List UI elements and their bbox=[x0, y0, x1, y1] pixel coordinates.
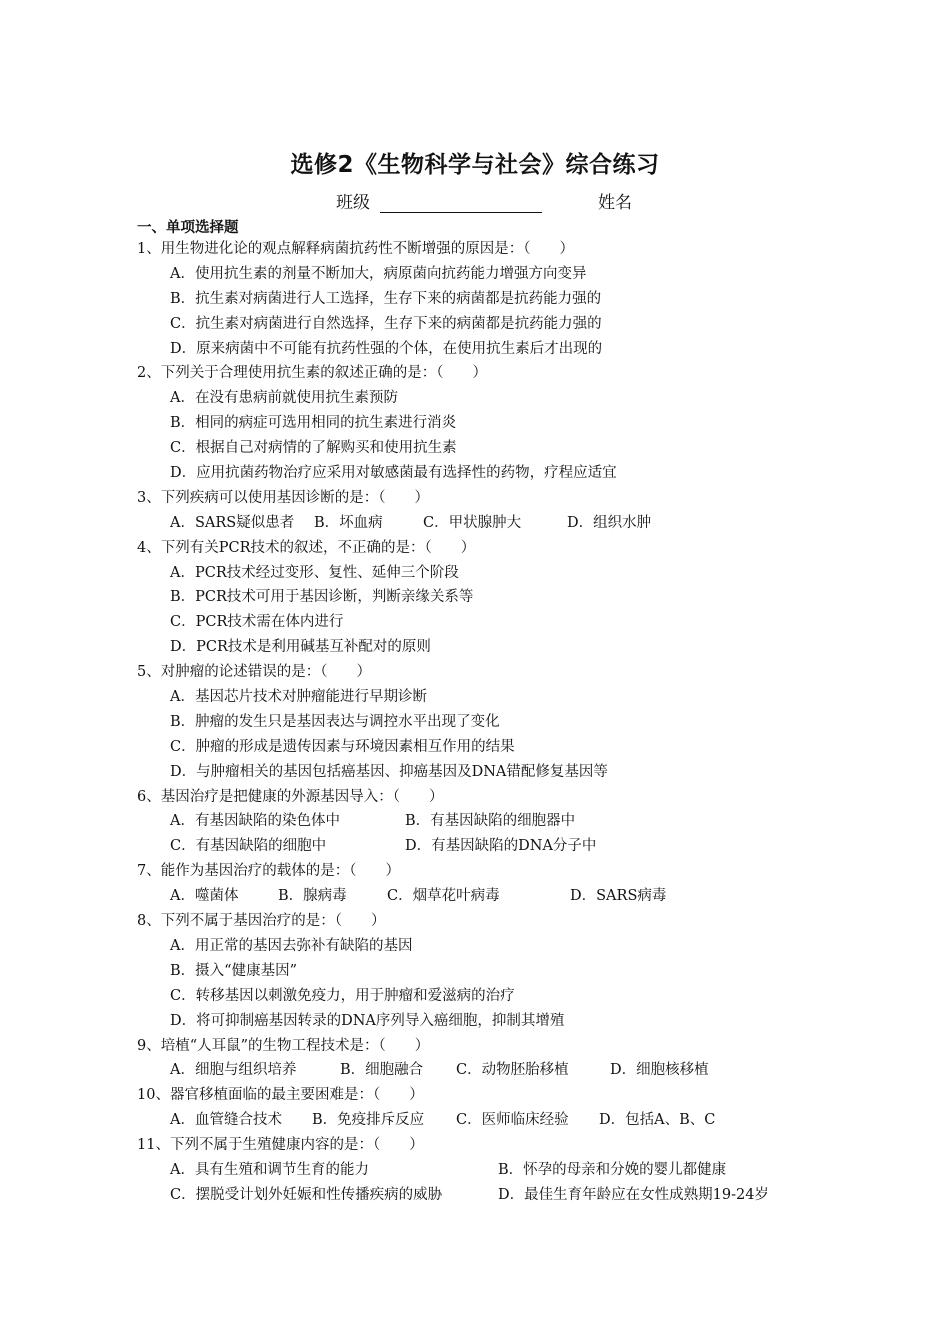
answer-option: C．PCR技术需在体内进行 bbox=[170, 614, 344, 631]
option-row bbox=[137, 635, 837, 660]
answer-option: A．基因芯片技术对肿瘤能进行早期诊断 bbox=[170, 689, 427, 706]
answer-option: B．腺病毒 bbox=[278, 888, 347, 905]
answer-option: C．动物胚胎移植 bbox=[456, 1062, 569, 1079]
option-row bbox=[137, 809, 837, 834]
option-row bbox=[137, 685, 837, 710]
answer-option: B．相同的病症可选用相同的抗生素进行消炎 bbox=[170, 415, 457, 432]
answer-option: C．抗生素对病菌进行自然选择，生存下来的病菌都是抗药能力强的 bbox=[170, 315, 602, 332]
section-heading: 一、单项选择题 bbox=[137, 220, 239, 236]
answer-option: D．组织水肿 bbox=[567, 514, 652, 531]
option-row bbox=[137, 934, 837, 959]
question-stem: 5、对肿瘤的论述错误的是：（ ） bbox=[137, 664, 371, 681]
answer-option: A．血管缝合技术 bbox=[170, 1112, 282, 1129]
option-row bbox=[137, 1183, 837, 1208]
option-row bbox=[137, 337, 837, 362]
answer-option: A．SARS疑似患者 bbox=[170, 514, 295, 531]
question-stem: 4、下列有关PCR技术的叙述，不正确的是：（ ） bbox=[137, 539, 476, 556]
option-row bbox=[137, 1108, 837, 1133]
option-row bbox=[137, 312, 837, 337]
answer-option: B．有基因缺陷的细胞器中 bbox=[405, 813, 576, 830]
answer-option: C．摆脱受计划外妊娠和性传播疾病的威胁 bbox=[170, 1186, 443, 1203]
answer-option: A．细胞与组织培养 bbox=[170, 1062, 297, 1079]
answer-option: B．免疫排斥反应 bbox=[312, 1112, 425, 1129]
question-stem: 7、能作为基因治疗的载体的是：（ ） bbox=[137, 863, 400, 880]
option-row bbox=[137, 411, 837, 436]
answer-option: D．PCR技术是利用碱基互补配对的原则 bbox=[170, 639, 431, 656]
option-row bbox=[137, 610, 837, 635]
question-stem: 3、下列疾病可以使用基因诊断的是：（ ） bbox=[137, 489, 429, 506]
question-stem: 11、下列不属于生殖健康内容的是：（ ） bbox=[137, 1137, 424, 1154]
answer-option: C．肿瘤的形成是遗传因素与环境因素相互作用的结果 bbox=[170, 738, 515, 755]
option-row bbox=[137, 1158, 837, 1183]
option-row bbox=[137, 386, 837, 411]
question-stem: 10、器官移植面临的最主要困难是：（ ） bbox=[137, 1087, 424, 1104]
option-row bbox=[137, 735, 837, 760]
option-row bbox=[137, 959, 837, 984]
answer-option: A．PCR技术经过变形、复性、延伸三个阶段 bbox=[170, 564, 459, 581]
option-row bbox=[137, 884, 837, 909]
answer-option: B．肿瘤的发生只是基因表达与调控水平出现了变化 bbox=[170, 713, 500, 730]
option-row bbox=[137, 287, 837, 312]
answer-option: B．PCR技术可用于基因诊断，判断亲缘关系等 bbox=[170, 589, 474, 606]
option-row bbox=[137, 461, 837, 486]
answer-option: D．最佳生育年龄应在女性成熟期19-24岁 bbox=[498, 1186, 769, 1203]
page-title: 选修2《生物科学与社会》综合练习 bbox=[290, 152, 660, 178]
option-row bbox=[137, 1058, 837, 1083]
option-row bbox=[137, 262, 837, 287]
answer-option: C．甲状腺肿大 bbox=[423, 514, 522, 531]
option-row bbox=[137, 436, 837, 461]
answer-option: D．与肿瘤相关的基因包括癌基因、抑癌基因及DNA错配修复基因等 bbox=[170, 763, 608, 780]
answer-option: C．有基因缺陷的细胞中 bbox=[170, 838, 327, 855]
answer-option: D．SARS病毒 bbox=[570, 888, 667, 905]
class-blank[interactable] bbox=[380, 194, 542, 213]
answer-option: D．应用抗菌药物治疗应采用对敏感菌最有选择性的药物，疗程应适宜 bbox=[170, 465, 617, 482]
answer-option: D．细胞核移植 bbox=[610, 1062, 709, 1079]
answer-option: C．医师临床经验 bbox=[456, 1112, 569, 1129]
answer-option: D．包括A、B、C bbox=[599, 1112, 716, 1129]
option-row bbox=[137, 585, 837, 610]
answer-option: B．坏血病 bbox=[314, 514, 383, 531]
option-row bbox=[137, 511, 837, 536]
question-stem: 2、下列关于合理使用抗生素的叙述正确的是：（ ） bbox=[137, 365, 487, 382]
answer-option: B．摄入“健康基因” bbox=[170, 962, 297, 979]
answer-option: C．根据自己对病情的了解购买和使用抗生素 bbox=[170, 440, 457, 457]
question-stem: 1、用生物进化论的观点解释病菌抗药性不断增强的原因是：（ ） bbox=[137, 241, 574, 257]
question-stem: 6、基因治疗是把健康的外源基因导入：（ ） bbox=[137, 788, 444, 805]
question-stem: 8、下列不属于基因治疗的是：（ ） bbox=[137, 913, 386, 930]
option-row bbox=[137, 1009, 837, 1034]
option-row bbox=[137, 984, 837, 1009]
name-label: 姓名 bbox=[598, 193, 632, 213]
student-info-line bbox=[336, 188, 632, 213]
answer-option: A．噬菌体 bbox=[170, 888, 239, 905]
option-row bbox=[137, 834, 837, 859]
answer-option: D．有基因缺陷的DNA分子中 bbox=[405, 838, 597, 855]
option-row bbox=[137, 760, 837, 785]
answer-option: A．有基因缺陷的染色体中 bbox=[170, 813, 340, 830]
question-stem: 9、培植“人耳鼠”的生物工程技术是：（ ） bbox=[137, 1037, 430, 1054]
answer-option: B．怀孕的母亲和分娩的婴儿都健康 bbox=[498, 1161, 727, 1178]
answer-option: B．细胞融合 bbox=[340, 1062, 424, 1079]
option-row bbox=[137, 561, 837, 586]
answer-option: C．烟草花叶病毒 bbox=[387, 888, 500, 905]
option-row bbox=[137, 710, 837, 735]
answer-option: A．使用抗生素的剂量不断加大，病原菌向抗药能力增强方向变异 bbox=[170, 265, 587, 282]
answer-option: B．抗生素对病菌进行人工选择，生存下来的病菌都是抗药能力强的 bbox=[170, 290, 602, 307]
answer-option: A．在没有患病前就使用抗生素预防 bbox=[170, 390, 398, 407]
answer-option: A．具有生殖和调节生育的能力 bbox=[170, 1161, 369, 1178]
answer-option: C．转移基因以刺激免疫力，用于肿瘤和爱滋病的治疗 bbox=[170, 987, 515, 1004]
class-label: 班级 bbox=[336, 193, 370, 213]
answer-option: D．将可抑制癌基因转录的DNA序列导入癌细胞，抑制其增殖 bbox=[170, 1012, 565, 1029]
answer-option: D．原来病菌中不可能有抗药性强的个体，在使用抗生素后才出现的 bbox=[170, 340, 603, 357]
answer-option: A．用正常的基因去弥补有缺陷的基因 bbox=[170, 937, 413, 954]
question-list bbox=[137, 237, 837, 1208]
